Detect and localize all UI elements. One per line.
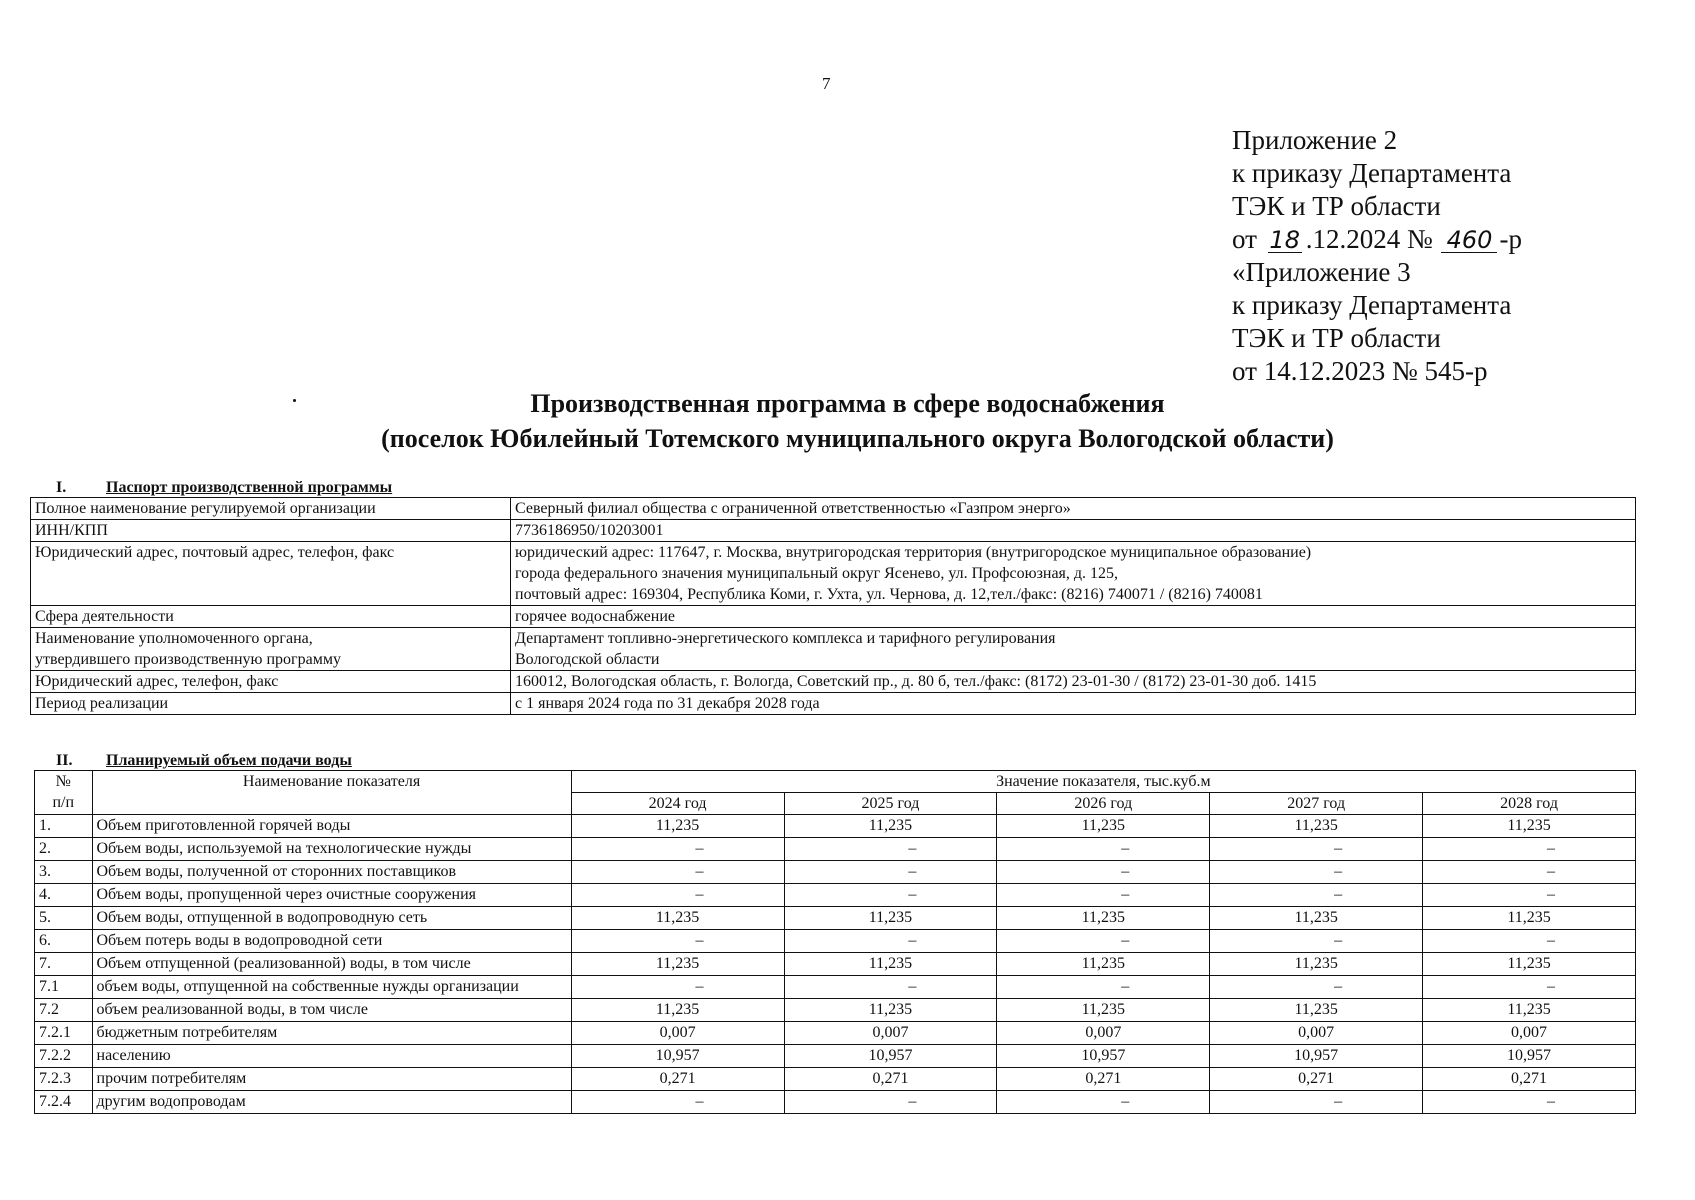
section-number: II.: [56, 752, 73, 769]
indicator-value: –: [997, 861, 1210, 884]
appendix-line: ТЭК и ТР области: [1232, 191, 1441, 221]
table-row: [35, 953, 1636, 976]
label-line: утвердившего производственную программу: [35, 651, 341, 668]
table-row: [35, 861, 1636, 884]
table-row: [35, 815, 1636, 838]
row-value: 7736186950/10203001: [511, 520, 1636, 542]
header-line: п/п: [52, 794, 75, 811]
indicator-value: –: [997, 1091, 1210, 1114]
row-value: горячее водоснабжение: [511, 606, 1636, 628]
indicator-value: 11,235: [571, 907, 784, 930]
indicator-name: прочим потребителям: [92, 1068, 571, 1091]
indicator-value: 11,235: [784, 953, 997, 976]
column-header-name: Наименование показателя: [92, 771, 571, 815]
row-value: Северный филиал общества с ограниченной ответственностью «Газпром энерго»: [511, 498, 1636, 520]
document-title: Производственная программа в сфере водоснабжения: [530, 389, 1165, 418]
row-label: ИНН/КПП: [31, 520, 511, 542]
indicator-name: Объем отпущенной (реализованной) воды, в том числе: [92, 953, 571, 976]
indicator-value: 11,235: [1210, 907, 1423, 930]
row-number: 4.: [35, 884, 93, 907]
indicator-value: 11,235: [997, 907, 1210, 930]
indicator-value: –: [1423, 1091, 1636, 1114]
table-row: [35, 1022, 1636, 1045]
indicator-value: –: [1423, 976, 1636, 999]
indicator-value: 0,007: [997, 1022, 1210, 1045]
table-row: [31, 693, 1636, 715]
indicator-name: Объем воды, полученной от сторонних поставщиков: [92, 861, 571, 884]
table-row: [35, 999, 1636, 1022]
section-title: Планируемый объем подачи воды: [106, 752, 352, 769]
row-number: 7.2.1: [35, 1022, 93, 1045]
indicator-value: 0,271: [1210, 1068, 1423, 1091]
row-number: 7.2.4: [35, 1091, 93, 1114]
indicator-value: –: [1210, 861, 1423, 884]
indicator-value: –: [784, 1091, 997, 1114]
indicator-value: 0,007: [784, 1022, 997, 1045]
indicator-value: –: [1210, 1091, 1423, 1114]
indicator-value: 11,235: [784, 907, 997, 930]
table-row: [31, 542, 1636, 606]
header-row: [35, 771, 1636, 793]
indicator-value: 11,235: [784, 815, 997, 838]
section-title: Паспорт производственной программы: [106, 479, 393, 496]
row-label: Юридический адрес, почтовый адрес, телефон, факс: [31, 542, 511, 606]
column-header-year: 2026 год: [997, 793, 1210, 815]
indicator-value: 10,957: [784, 1045, 997, 1068]
indicator-value: –: [784, 930, 997, 953]
page-number: 7: [822, 74, 831, 93]
row-label: Период реализации: [31, 693, 511, 715]
indicator-value: 10,957: [1210, 1045, 1423, 1068]
value-line: города федерального значения муниципальный округ Ясенево, ул. Профсоюзная, д. 125,: [515, 565, 1119, 582]
indicator-name: объем воды, отпущенной на собственные нужды организации: [92, 976, 571, 999]
indicator-value: 11,235: [1423, 907, 1636, 930]
indicator-name: Объем потерь воды в водопроводной сети: [92, 930, 571, 953]
indicator-value: –: [784, 884, 997, 907]
section-heading-passport: [56, 479, 392, 497]
indicator-value: –: [571, 930, 784, 953]
indicator-value: –: [997, 838, 1210, 861]
indicator-value: –: [1210, 976, 1423, 999]
appendix-header: [1232, 124, 1522, 388]
appendix-line: «Приложение 3: [1232, 257, 1411, 287]
indicator-value: 11,235: [997, 815, 1210, 838]
appendix-line: к приказу Департамента: [1232, 158, 1512, 188]
table-row: [31, 628, 1636, 671]
indicator-name: объем реализованной воды, в том числе: [92, 999, 571, 1022]
row-label: Юридический адрес, телефон, факс: [31, 671, 511, 693]
date-rest: .12.2024 №: [1305, 224, 1433, 254]
row-number: 3.: [35, 861, 93, 884]
indicator-value: 11,235: [784, 999, 997, 1022]
indicator-value: 0,271: [1423, 1068, 1636, 1091]
handwritten-order-number: 460: [1441, 228, 1497, 253]
indicator-name: другим водопроводам: [92, 1091, 571, 1114]
column-header-year: 2025 год: [784, 793, 997, 815]
section-number: I.: [56, 479, 67, 496]
indicator-value: –: [1210, 930, 1423, 953]
value-line: юридический адрес: 117647, г. Москва, внутригородская территория (внутригородское муниципальное образование): [515, 544, 1312, 561]
indicator-value: –: [571, 884, 784, 907]
indicator-name: Объем воды, используемой на технологические нужды: [92, 838, 571, 861]
value-line: Вологодской области: [515, 651, 660, 668]
column-header-no: [35, 771, 93, 815]
indicator-value: –: [997, 930, 1210, 953]
table-row: [35, 976, 1636, 999]
row-label: Полное наименование регулируемой организации: [31, 498, 511, 520]
indicator-value: 11,235: [1423, 815, 1636, 838]
indicator-value: 0,007: [571, 1022, 784, 1045]
table-row: [35, 1091, 1636, 1114]
row-number: 7.2.3: [35, 1068, 93, 1091]
indicator-value: –: [784, 861, 997, 884]
row-value: с 1 января 2024 года по 31 декабря 2028 года: [511, 693, 1636, 715]
water-volume-table: [34, 770, 1636, 1114]
row-number: 7.2.2: [35, 1045, 93, 1068]
section-heading-volume: [56, 752, 352, 770]
indicator-value: 11,235: [1210, 815, 1423, 838]
column-header-year: 2027 год: [1210, 793, 1423, 815]
row-number: 7.: [35, 953, 93, 976]
table-row: [31, 498, 1636, 520]
row-label: [31, 628, 511, 671]
indicator-value: 11,235: [1423, 999, 1636, 1022]
column-header-year: 2028 год: [1423, 793, 1636, 815]
date-prefix: от: [1232, 224, 1257, 254]
label-line: Наименование уполномоченного органа,: [35, 630, 313, 647]
row-number: 7.1: [35, 976, 93, 999]
order-suffix: -р: [1499, 224, 1522, 254]
value-line: Департамент топливно-энергетического комплекса и тарифного регулирования: [515, 630, 1056, 647]
table-row: [35, 907, 1636, 930]
indicator-value: 0,271: [571, 1068, 784, 1091]
indicator-value: 11,235: [1423, 953, 1636, 976]
appendix-line: Приложение 2: [1232, 125, 1398, 155]
indicator-value: 0,007: [1423, 1022, 1636, 1045]
indicator-value: 10,957: [571, 1045, 784, 1068]
appendix-date-line: [1232, 223, 1522, 256]
indicator-value: –: [1423, 884, 1636, 907]
volume-table-body: [35, 815, 1636, 1114]
indicator-value: –: [1210, 884, 1423, 907]
indicator-value: –: [1423, 930, 1636, 953]
indicator-value: –: [1210, 838, 1423, 861]
row-label: Сфера деятельности: [31, 606, 511, 628]
header-line: №: [55, 773, 71, 790]
row-number: 2.: [35, 838, 93, 861]
table-row: [35, 884, 1636, 907]
indicator-name: бюджетным потребителям: [92, 1022, 571, 1045]
indicator-name: Объем приготовленной горячей воды: [92, 815, 571, 838]
indicator-name: Объем воды, пропущенной через очистные сооружения: [92, 884, 571, 907]
appendix-line: к приказу Департамента: [1232, 290, 1512, 320]
column-header-year: 2024 год: [571, 793, 784, 815]
indicator-value: 0,271: [784, 1068, 997, 1091]
row-number: 6.: [35, 930, 93, 953]
indicator-value: –: [784, 976, 997, 999]
indicator-value: 11,235: [997, 999, 1210, 1022]
indicator-value: 0,007: [1210, 1022, 1423, 1045]
row-value: [511, 628, 1636, 671]
indicator-value: –: [997, 884, 1210, 907]
document-subtitle: (поселок Юбилейный Тотемского муниципального округа Вологодской области): [381, 424, 1334, 453]
table-row: [35, 930, 1636, 953]
indicator-value: –: [1423, 838, 1636, 861]
indicator-value: 11,235: [1210, 999, 1423, 1022]
indicator-value: –: [571, 976, 784, 999]
indicator-value: –: [1423, 861, 1636, 884]
row-number: 1.: [35, 815, 93, 838]
passport-table: [30, 497, 1636, 715]
row-number: 5.: [35, 907, 93, 930]
indicator-name: населению: [92, 1045, 571, 1068]
table-row: [31, 671, 1636, 693]
table-row: [35, 1045, 1636, 1068]
column-header-value-group: Значение показателя, тыс.куб.м: [571, 771, 1635, 793]
row-value: [511, 542, 1636, 606]
appendix-line: от 14.12.2023 № 545-р: [1232, 356, 1488, 386]
indicator-value: 11,235: [1210, 953, 1423, 976]
indicator-value: 0,271: [997, 1068, 1210, 1091]
indicator-value: –: [571, 838, 784, 861]
handwritten-day: 18: [1269, 226, 1300, 254]
table-row: [31, 520, 1636, 542]
indicator-value: –: [571, 1091, 784, 1114]
table-row: [35, 838, 1636, 861]
indicator-value: –: [997, 976, 1210, 999]
indicator-value: 10,957: [1423, 1045, 1636, 1068]
row-value: 160012, Вологодская область, г. Вологда, Советский пр., д. 80 б, тел./факс: (8172) 23-01-30 / (8172) 23-01-30 доб. 1415: [511, 671, 1636, 693]
indicator-value: 11,235: [997, 953, 1210, 976]
indicator-value: –: [571, 861, 784, 884]
indicator-value: 11,235: [571, 999, 784, 1022]
table-row: [35, 1068, 1636, 1091]
indicator-value: 11,235: [571, 815, 784, 838]
indicator-name: Объем воды, отпущенной в водопроводную сеть: [92, 907, 571, 930]
indicator-value: 10,957: [997, 1045, 1210, 1068]
indicator-value: 11,235: [571, 953, 784, 976]
value-line: почтовый адрес: 169304, Республика Коми, г. Ухта, ул. Чернова, д. 12,тел./факс: (8216) 740071 / (8216) 740081: [515, 586, 1263, 603]
table-row: [31, 606, 1636, 628]
appendix-line: ТЭК и ТР области: [1232, 323, 1441, 353]
row-number: 7.2: [35, 999, 93, 1022]
indicator-value: –: [784, 838, 997, 861]
